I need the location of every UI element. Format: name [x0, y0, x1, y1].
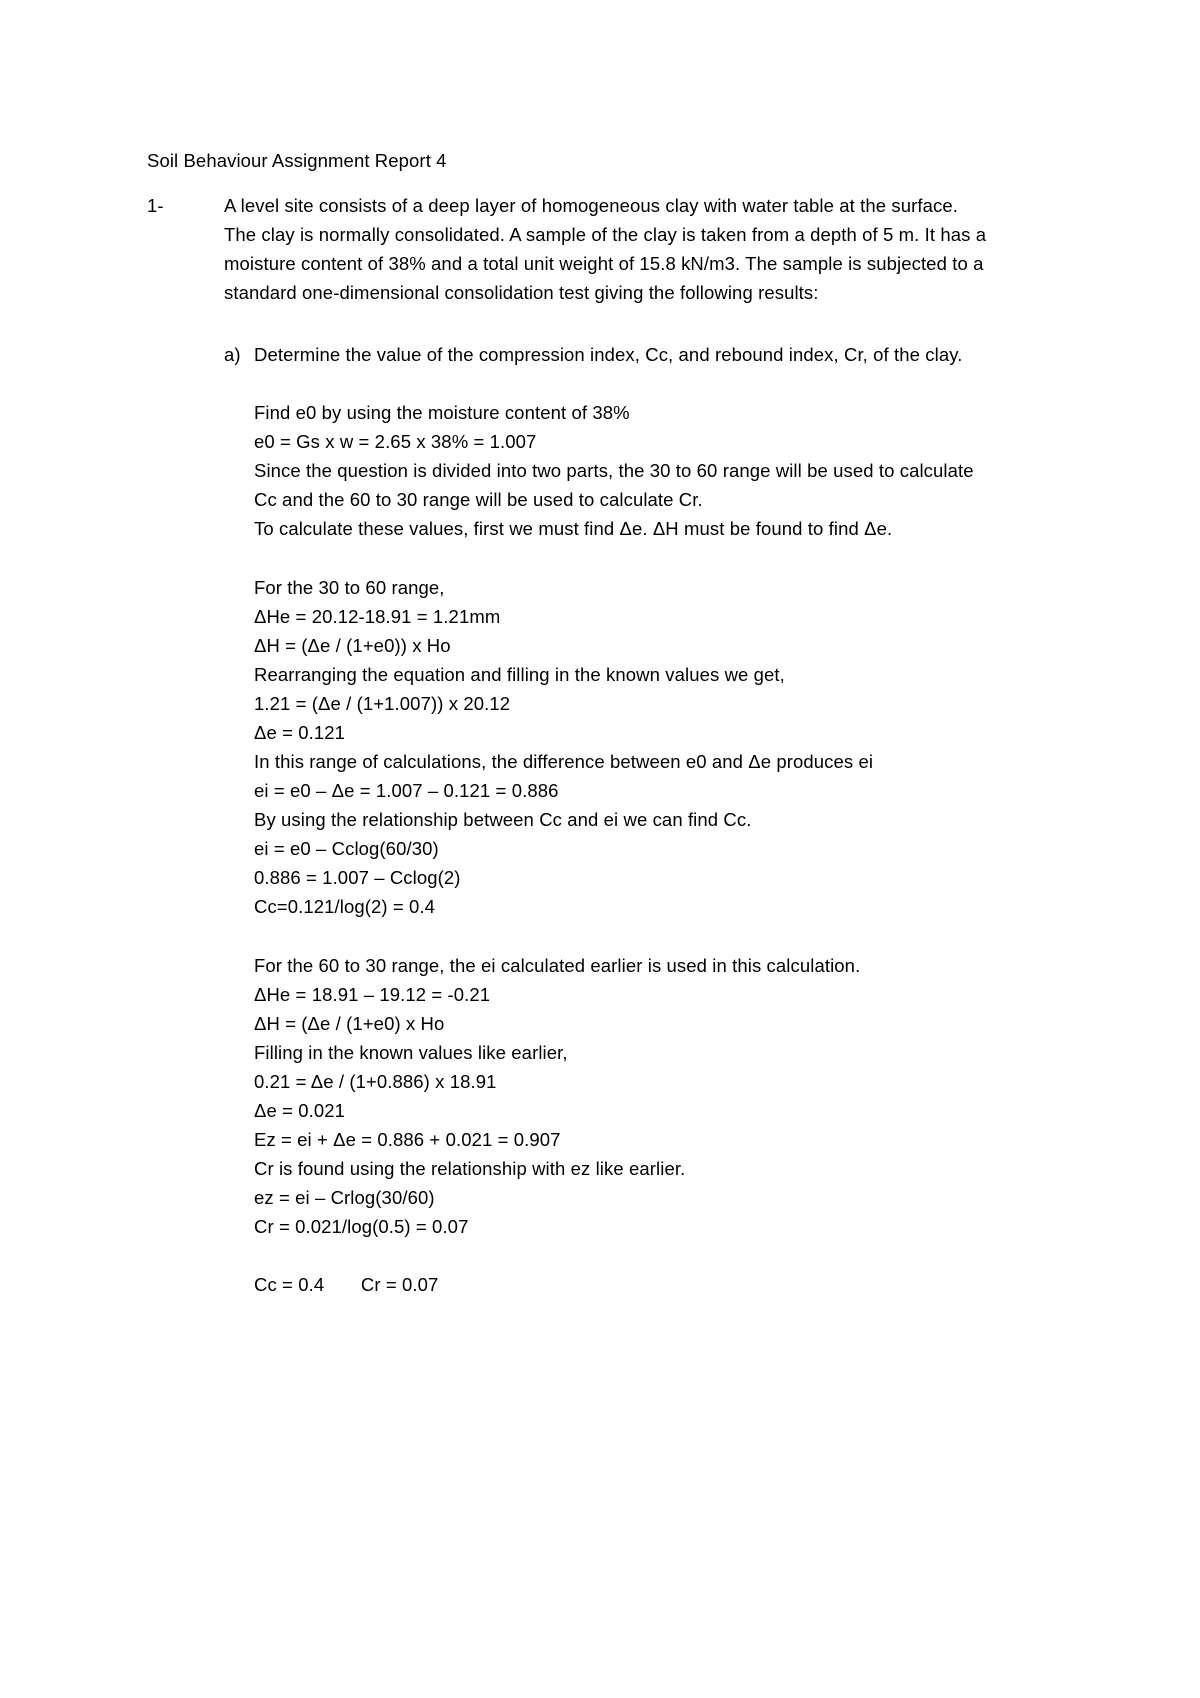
working-line: Δe = 0.121 — [254, 722, 346, 743]
working-line: To calculate these values, first we must find Δe. ΔH must be found to find Δe. — [254, 518, 893, 539]
working-line: Cr = 0.021/log(0.5) = 0.07 — [254, 1216, 469, 1237]
working-line: Cc and the 60 to 30 range will be used to calculate Cr. — [254, 489, 703, 510]
working-line: e0 = Gs x w = 2.65 x 38% = 1.007 — [254, 431, 537, 452]
working-line: Find e0 by using the moisture content of 38% — [254, 402, 630, 423]
working-line: 0.21 = Δe / (1+0.886) x 18.91 — [254, 1071, 497, 1092]
part-a-label: a) — [224, 344, 241, 365]
part-a-question: Determine the value of the compression index, Cc, and rebound index, Cr, of the clay. — [254, 344, 963, 365]
working-line: 0.886 = 1.007 – Cclog(2) — [254, 867, 461, 888]
document-title: Soil Behaviour Assignment Report 4 — [147, 150, 447, 171]
question-line-4: standard one-dimensional consolidation test giving the following results: — [224, 282, 819, 303]
working-line: Cc=0.121/log(2) = 0.4 — [254, 896, 436, 917]
working-line: ez = ei – Crlog(30/60) — [254, 1187, 435, 1208]
question-line-1: A level site consists of a deep layer of homogeneous clay with water table at the surface. — [224, 195, 958, 216]
working-line: Since the question is divided into two parts, the 30 to 60 range will be used to calculate — [254, 460, 974, 481]
working-line: Filling in the known values like earlier, — [254, 1042, 568, 1063]
working-line: 1.21 = (Δe / (1+1.007)) x 20.12 — [254, 693, 511, 714]
question-line-2: The clay is normally consolidated. A sample of the clay is taken from a depth of 5 m. It has a — [224, 224, 987, 245]
working-line: Cr is found using the relationship with ez like earlier. — [254, 1158, 686, 1179]
working-line: ΔHe = 20.12-18.91 = 1.21mm — [254, 606, 501, 627]
working-line: ei = e0 – Cclog(60/30) — [254, 838, 439, 859]
working-line: By using the relationship between Cc and ei we can find Cc. — [254, 809, 752, 830]
working-line: Rearranging the equation and filling in the known values we get, — [254, 664, 785, 685]
results-summary: Cc = 0.4 Cr = 0.07 — [254, 1274, 439, 1295]
working-line: Δe = 0.021 — [254, 1100, 346, 1121]
question-number: 1- — [147, 195, 164, 216]
working-line: In this range of calculations, the difference between e0 and Δe produces ei — [254, 751, 874, 772]
working-line: ΔH = (Δe / (1+e0)) x Ho — [254, 635, 451, 656]
working-line: For the 30 to 60 range, — [254, 577, 445, 598]
question-line-3: moisture content of 38% and a total unit weight of 15.8 kN/m3. The sample is subjected to a — [224, 253, 984, 274]
working-line: ei = e0 – Δe = 1.007 – 0.121 = 0.886 — [254, 780, 559, 801]
working-line: Ez = ei + Δe = 0.886 + 0.021 = 0.907 — [254, 1129, 561, 1150]
working-line: ΔH = (Δe / (1+e0) x Ho — [254, 1013, 445, 1034]
working-line: For the 60 to 30 range, the ei calculated earlier is used in this calculation. — [254, 955, 861, 976]
working-line: ΔHe = 18.91 – 19.12 = -0.21 — [254, 984, 491, 1005]
